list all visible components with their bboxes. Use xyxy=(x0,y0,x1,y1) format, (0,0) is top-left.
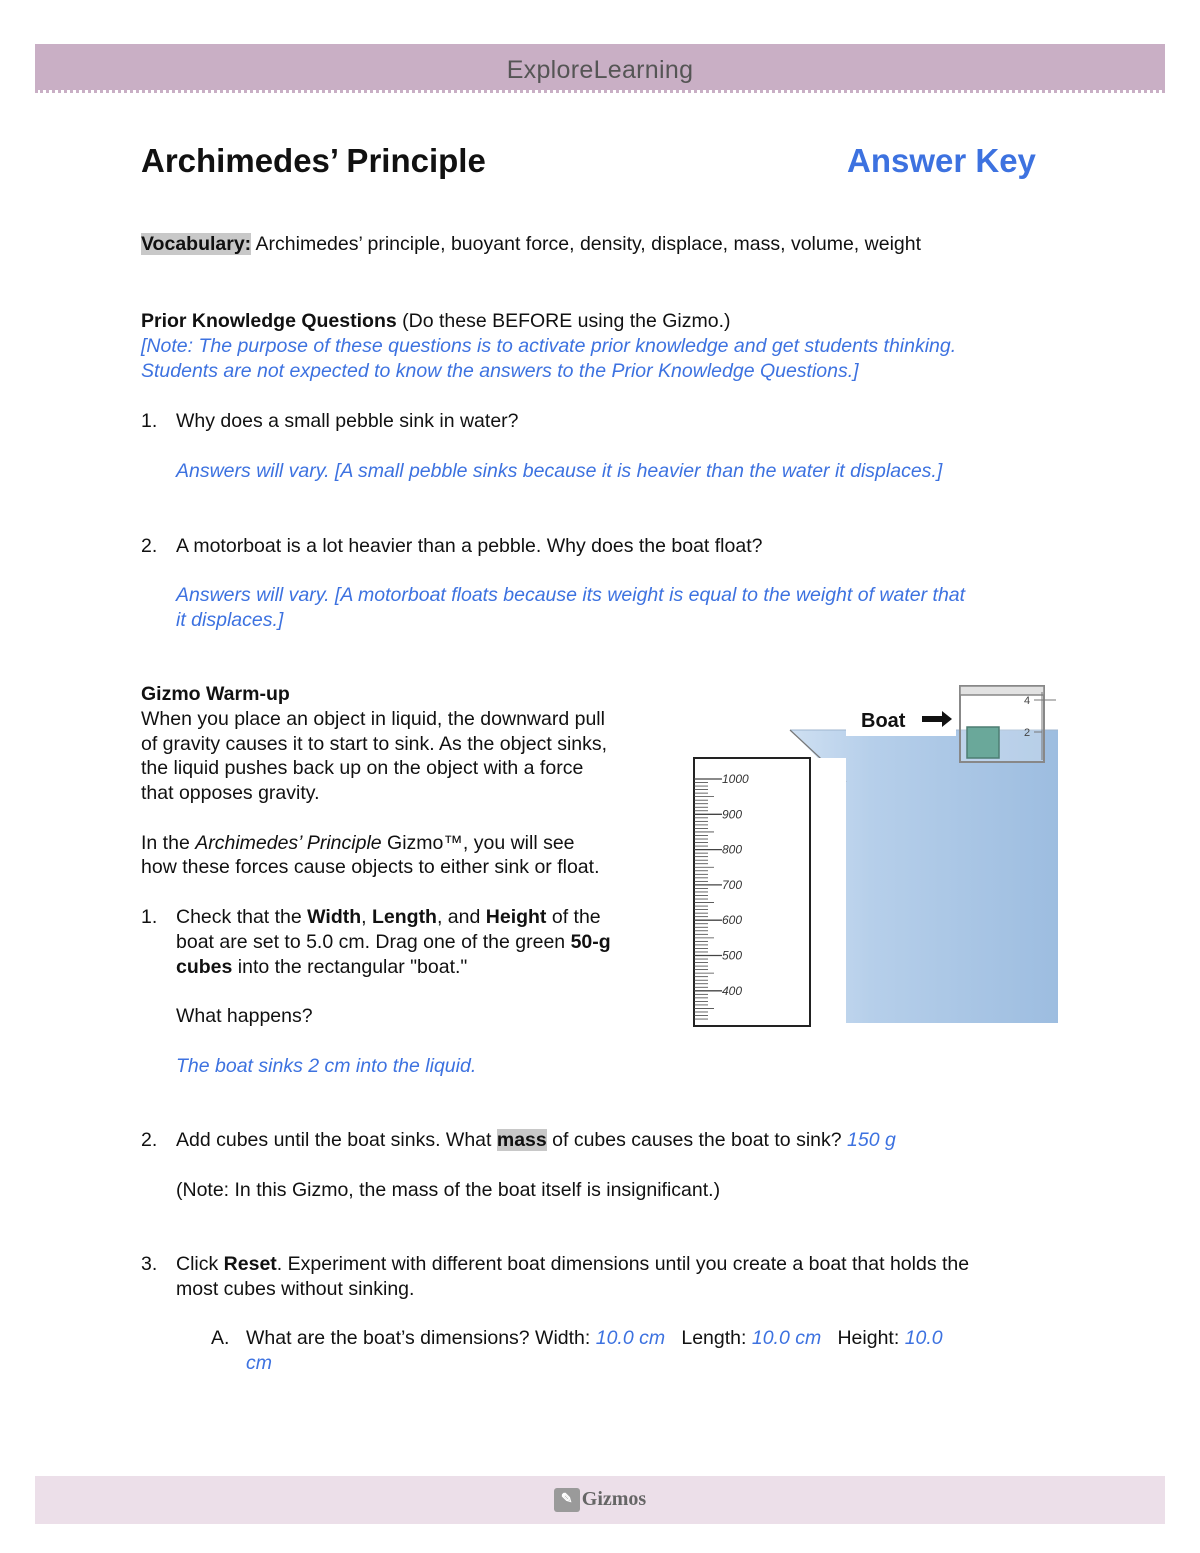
answer-key-label: Answer Key xyxy=(847,142,1036,179)
scale-label: 700 xyxy=(722,877,743,892)
answer-1: Answers will vary. [A small pebble sinks because it is heavier than the water it displaces.] xyxy=(176,460,943,482)
beaker-boat-figure xyxy=(690,682,1065,1027)
header-divider xyxy=(35,90,1165,93)
scale-label: 400 xyxy=(722,983,743,998)
question-number: 1. xyxy=(141,410,158,432)
boat-scale-label: 2 xyxy=(1024,727,1031,739)
boat-scale-label: 4 xyxy=(1024,695,1031,707)
explorelearning-logo: ExploreLearning xyxy=(506,56,694,84)
cylinder-divider xyxy=(810,758,846,1026)
scale-label: 500 xyxy=(722,948,743,963)
question-text: A motorboat is a lot heavier than a pebble. Why does the boat float? xyxy=(176,535,763,557)
step-1-question: What happens? xyxy=(176,1005,313,1027)
step-1-answer: The boat sinks 2 cm into the liquid. xyxy=(176,1055,477,1077)
prior-note-line-2: Students are not expected to know the answers to the Prior Knowledge Questions.] xyxy=(141,360,859,382)
vocabulary-terms: Archimedes’ principle, buoyant force, density, displace, mass, volume, weight xyxy=(251,233,922,255)
step-3a-line-2: cm xyxy=(246,1352,272,1374)
question-text: Why does a small pebble sink in water? xyxy=(176,410,519,432)
step-1-line-2: boat are set to 5.0 cm. Drag one of the green 50-g xyxy=(176,931,611,953)
question-number: 2. xyxy=(141,535,158,557)
gizmos-logo: ✎ Gizmos xyxy=(0,1488,1200,1512)
step-1-line-3: cubes into the rectangular "boat." xyxy=(176,956,468,978)
question-2 xyxy=(141,534,762,559)
step-3-line-1: 3. Click Reset. Experiment with different boat dimensions until you create a boat that holds the xyxy=(141,1253,970,1275)
step-1-line-1: 1. Check that the Width, Length, and Height of the xyxy=(141,906,601,928)
scale-label: 1000 xyxy=(722,772,749,786)
warmup-intro-line: how these forces cause objects to either sink or float. xyxy=(141,856,600,878)
warmup-paragraph-line: that opposes gravity. xyxy=(141,782,320,804)
warmup-paragraph-line: When you place an object in liquid, the downward pull xyxy=(141,708,605,730)
answer-2-line-2: it displaces.] xyxy=(176,609,284,631)
step-3a-line-1: A. What are the boat’s dimensions? Width: 10.0 cm Length: 10.0 cm Height: 10.0 xyxy=(211,1327,943,1349)
answer-2-line-1: Answers will vary. [A motorboat floats because its weight is equal to the weight of water that xyxy=(176,584,966,606)
step-3-line-2: most cubes without sinking. xyxy=(176,1278,415,1300)
prior-knowledge-heading-line xyxy=(141,309,731,334)
step-2-line: 2. Add cubes until the boat sinks. What mass of cubes causes the boat to sink? 150 g xyxy=(141,1129,896,1151)
boat-top-frame xyxy=(960,686,1044,695)
warmup-intro-line: In the Archimedes’ Principle Gizmo™, you will see xyxy=(141,832,575,854)
vocabulary-label: Vocabulary: xyxy=(141,233,252,255)
green-cube xyxy=(967,727,999,758)
prior-knowledge-instruction: (Do these BEFORE using the Gizmo.) xyxy=(396,310,731,332)
graduated-cylinder xyxy=(694,758,810,1026)
page-title: Archimedes’ Principle xyxy=(141,142,486,179)
step-2-note: (Note: In this Gizmo, the mass of the boat itself is insignificant.) xyxy=(176,1179,721,1201)
scale-label: 900 xyxy=(722,807,743,822)
warmup-heading: Gizmo Warm-up xyxy=(141,683,290,705)
prior-note-line-1: [Note: The purpose of these questions is to activate prior knowledge and get students thinking. xyxy=(141,335,957,357)
warmup-paragraph-line: the liquid pushes back up on the object with a force xyxy=(141,757,584,779)
scale-label: 600 xyxy=(722,913,743,928)
gizmos-logo-icon: ✎ xyxy=(554,1488,580,1512)
scale-label: 800 xyxy=(722,842,743,857)
boat-label: Boat xyxy=(861,710,906,732)
warmup-paragraph-line: of gravity causes it to start to sink. As the object sinks, xyxy=(141,733,608,755)
vocabulary-line xyxy=(141,232,921,257)
question-1 xyxy=(141,409,519,434)
prior-knowledge-heading: Prior Knowledge Questions xyxy=(141,310,397,332)
